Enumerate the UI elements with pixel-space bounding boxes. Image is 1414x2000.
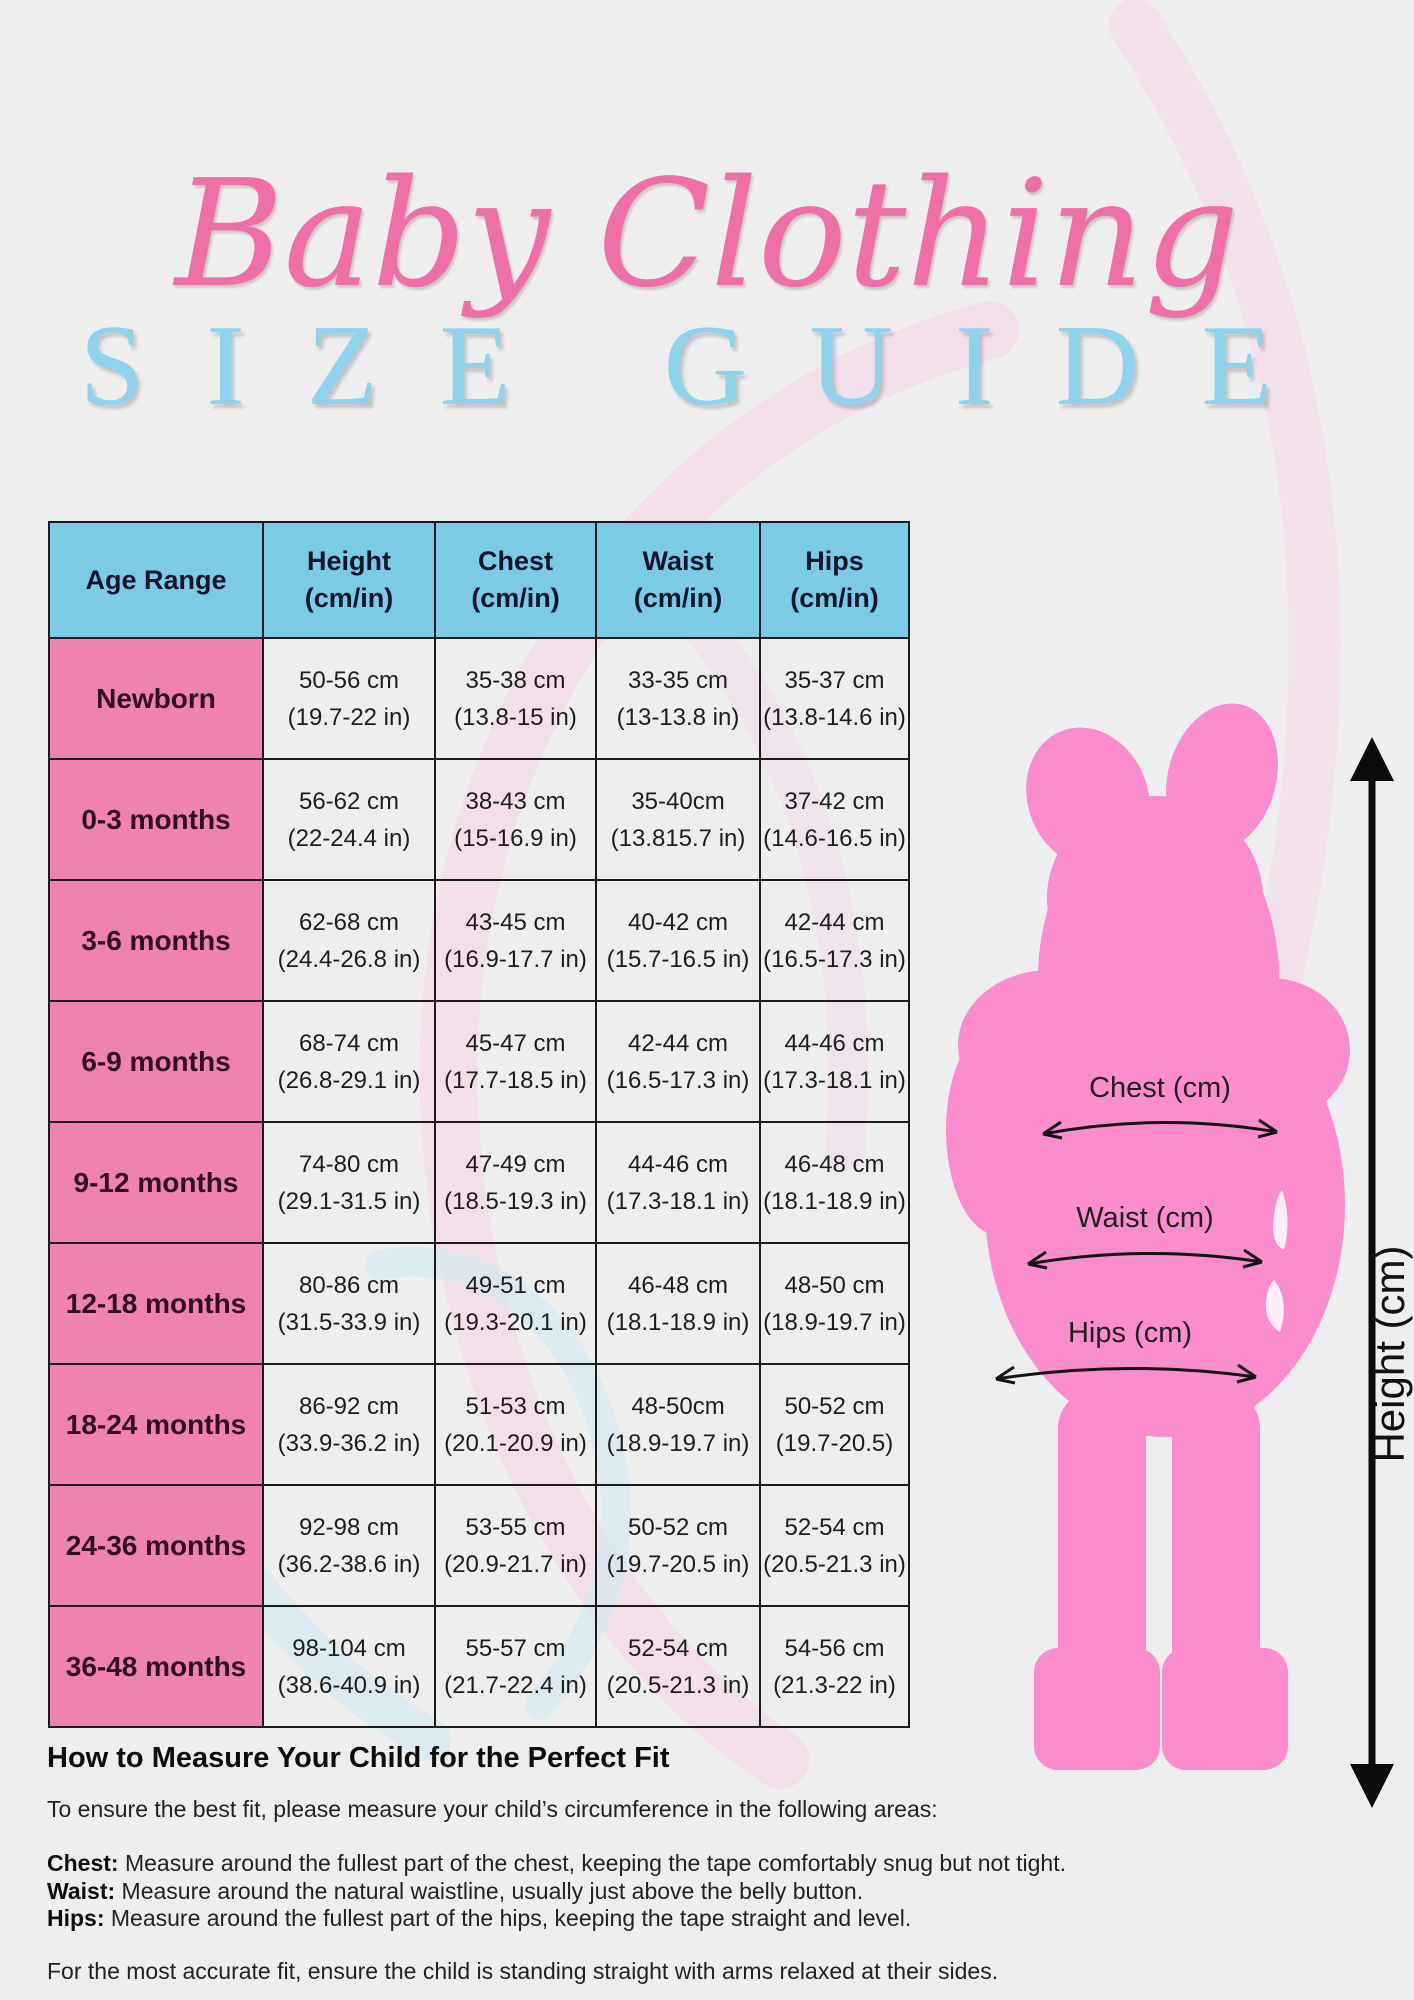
height-cell: 92-98 cm (36.2-38.6 in): [263, 1485, 435, 1606]
waist-cell: 48-50cm (18.9-19.7 in): [596, 1364, 760, 1485]
chest-cell: 38-43 cm (15-16.9 in): [435, 759, 596, 880]
waist-cell: 46-48 cm (18.1-18.9 in): [596, 1243, 760, 1364]
table-row: [49, 1243, 909, 1364]
height-cell: 50-56 cm (19.7-22 in): [263, 638, 435, 759]
howto-item-hips: Hips: Measure around the fullest part of the hips, keeping the tape straight and level.: [47, 1905, 912, 1931]
height-cell: 74-80 cm (29.1-31.5 in): [263, 1122, 435, 1243]
title-caps: SIZE GUIDE: [79, 302, 1335, 430]
waist-cell: 44-46 cm (17.3-18.1 in): [596, 1122, 760, 1243]
table-row: [49, 1122, 909, 1243]
header-chest: Chest (cm/in): [435, 522, 596, 638]
height-cell: 68-74 cm (26.8-29.1 in): [263, 1001, 435, 1122]
hips-cell: 52-54 cm (20.5-21.3 in): [760, 1485, 909, 1606]
size-table: [48, 521, 910, 1728]
height-label: Height (cm): [1366, 1245, 1413, 1463]
chest-cell: 43-45 cm (16.9-17.7 in): [435, 880, 596, 1001]
chest-cell: 45-47 cm (17.7-18.5 in): [435, 1001, 596, 1122]
table-row: [49, 759, 909, 880]
howto-intro: To ensure the best fit, please measure your child’s circumference in the following areas:: [47, 1796, 938, 1822]
height-cell: 98-104 cm (38.6-40.9 in): [263, 1606, 435, 1727]
height-cell: 62-68 cm (24.4-26.8 in): [263, 880, 435, 1001]
age-cell: 0-3 months: [49, 759, 263, 880]
waist-cell: 42-44 cm (16.5-17.3 in): [596, 1001, 760, 1122]
waist-cell: 40-42 cm (15.7-16.5 in): [596, 880, 760, 1001]
chest-cell: 49-51 cm (19.3-20.1 in): [435, 1243, 596, 1364]
howto-item-waist: Waist: Measure around the natural waistline, usually just above the belly button.: [47, 1877, 864, 1904]
height-cell: 80-86 cm (31.5-33.9 in): [263, 1243, 435, 1364]
age-cell: 6-9 months: [49, 1001, 263, 1122]
howto-footer: For the most accurate fit, ensure the child is standing straight with arms relaxed at their sides.: [47, 1958, 999, 1984]
table-row: [49, 880, 909, 1001]
howto-heading: How to Measure Your Child for the Perfect Fit: [47, 1742, 670, 1774]
hips-cell: 46-48 cm (18.1-18.9 in): [760, 1122, 909, 1243]
hips-arrow-icon: [986, 1351, 1266, 1391]
header-waist: Waist (cm/in): [596, 522, 760, 638]
chest-cell: 55-57 cm (21.7-22.4 in): [435, 1606, 596, 1727]
waist-cell: 35-40cm (13.815.7 in): [596, 759, 760, 880]
age-cell: 36-48 months: [49, 1606, 263, 1727]
header-age: Age Range: [49, 522, 263, 638]
waist-arrow-icon: [1018, 1236, 1272, 1276]
age-cell: 3-6 months: [49, 880, 263, 1001]
height-cell: 86-92 cm (33.9-36.2 in): [263, 1364, 435, 1485]
age-cell: 9-12 months: [49, 1122, 263, 1243]
chest-cell: 53-55 cm (20.9-21.7 in): [435, 1485, 596, 1606]
hips-cell: 37-42 cm (14.6-16.5 in): [760, 759, 909, 880]
chest-arrow-icon: [1033, 1106, 1287, 1146]
waist-cell: 50-52 cm (19.7-20.5 in): [596, 1485, 760, 1606]
howto-item-chest: Chest: Measure around the fullest part of the chest, keeping the tape comfortably snug but not tight.: [47, 1850, 1066, 1876]
header-row: [49, 522, 909, 638]
chest-label: Chest (cm): [1089, 1072, 1231, 1104]
hips-cell: 50-52 cm (19.7-20.5): [760, 1364, 909, 1485]
chest-cell: 51-53 cm (20.1-20.9 in): [435, 1364, 596, 1485]
table-row: [49, 1606, 909, 1727]
hips-label: Hips (cm): [1067, 1317, 1193, 1349]
height-cell: 56-62 cm (22-24.4 in): [263, 759, 435, 880]
age-cell: Newborn: [49, 638, 263, 759]
age-cell: 18-24 months: [49, 1364, 263, 1485]
waist-cell: 33-35 cm (13-13.8 in): [596, 638, 760, 759]
header-hips: Hips (cm/in): [760, 522, 909, 638]
header-height: Height (cm/in): [263, 522, 435, 638]
hips-cell: 54-56 cm (21.3-22 in): [760, 1606, 909, 1727]
hips-cell: 42-44 cm (16.5-17.3 in): [760, 880, 909, 1001]
chest-cell: 35-38 cm (13.8-15 in): [435, 638, 596, 759]
title-script: Baby Clothing: [174, 148, 1240, 320]
table-row: [49, 638, 909, 759]
hips-cell: 48-50 cm (18.9-19.7 in): [760, 1243, 909, 1364]
waist-label: Waist (cm): [1076, 1202, 1214, 1234]
waist-cell: 52-54 cm (20.5-21.3 in): [596, 1606, 760, 1727]
table-row: [49, 1001, 909, 1122]
hips-cell: 44-46 cm (17.3-18.1 in): [760, 1001, 909, 1122]
hips-cell: 35-37 cm (13.8-14.6 in): [760, 638, 909, 759]
table-row: [49, 1485, 909, 1606]
age-cell: 24-36 months: [49, 1485, 263, 1606]
age-cell: 12-18 months: [49, 1243, 263, 1364]
chest-cell: 47-49 cm (18.5-19.3 in): [435, 1122, 596, 1243]
howto-items: [47, 1850, 1066, 1933]
table-row: [49, 1364, 909, 1485]
